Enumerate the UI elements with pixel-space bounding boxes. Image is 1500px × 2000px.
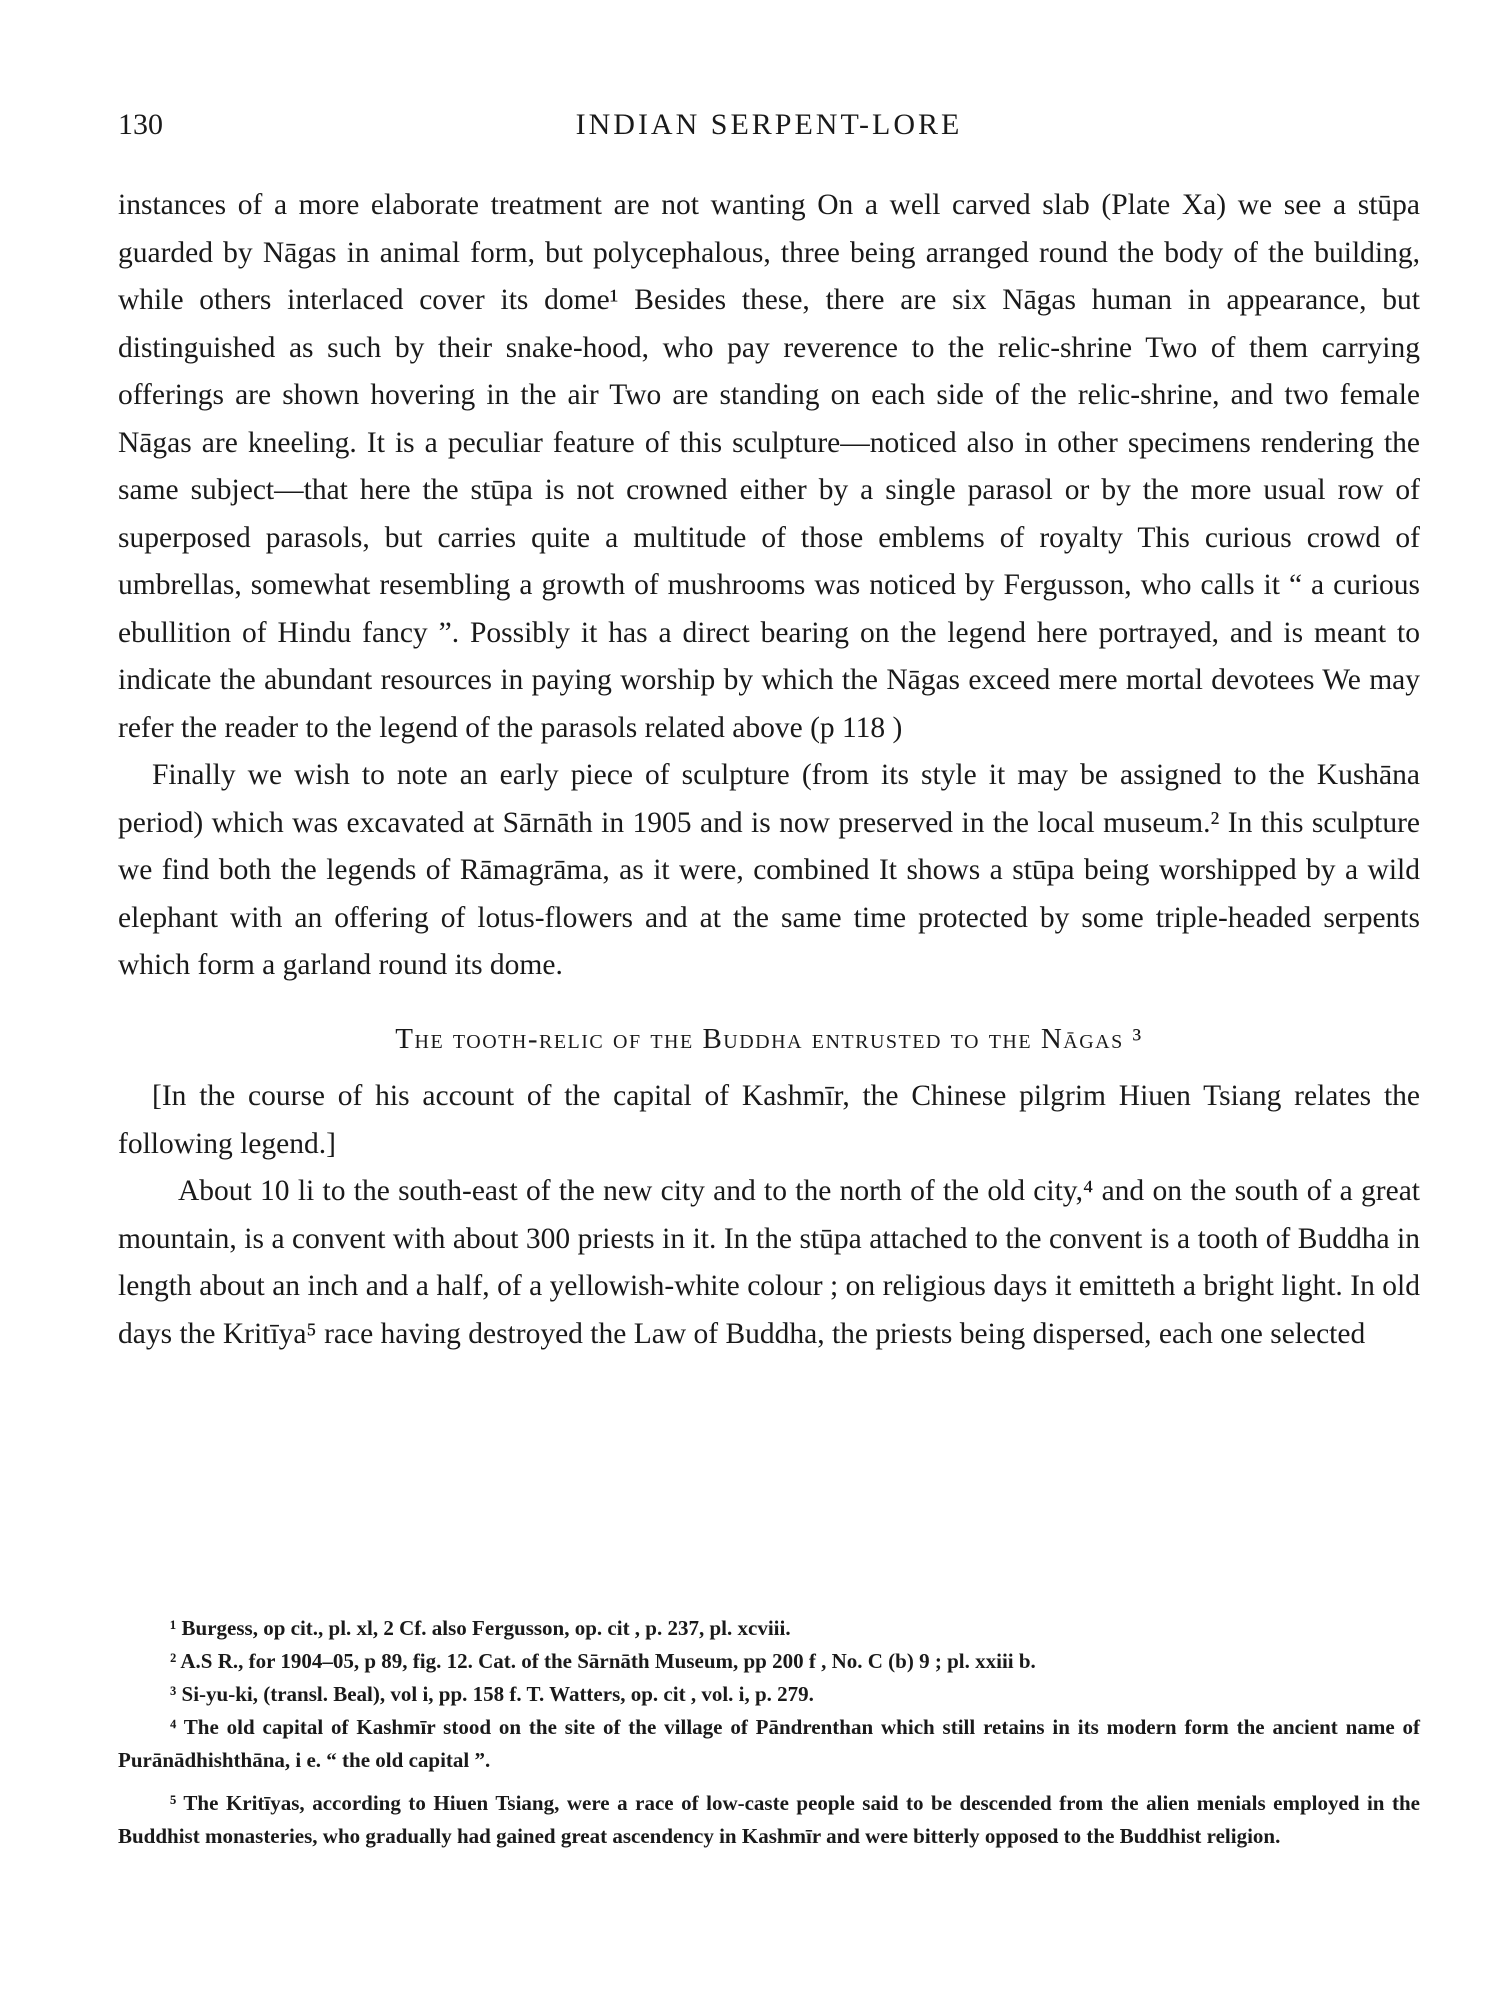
footnote: ¹ Burgess, op cit., pl. xl, 2 Cf. also Fergusson, op. cit , p. 237, pl. xcviii.: [170, 1616, 791, 1640]
footnote: ² A.S R., for 1904–05, p 89, fig. 12. Cat. of the Sārnāth Museum, pp 200 f , No. C (b) 9 ; pl. xxiii b.: [170, 1649, 1036, 1673]
page-header: [118, 108, 1420, 148]
body-text: [118, 182, 1420, 1358]
section-heading: The tooth-relic of the Buddha entrusted to the Nāgas ³: [395, 1022, 1143, 1055]
page-number: 130: [118, 108, 163, 141]
footnote: ⁵ The Kritīyas, according to Hiuen Tsiang, were a race of low-caste people said to be descended from the alien menials employed in the Buddhist monasteries, who gradually had gained great ascendency in Kashmīr and were bitterly opposed to the Buddhist religion.: [118, 1791, 1420, 1848]
paragraph: instances of a more elaborate treatment are not wanting On a well carved slab (Plate Xa) we see a stūpa guarded by Nāgas in animal form, but polycephalous, three being arranged round the body of the building, while others interlaced cover its dome¹ Besides these, there are six Nāgas human in appearance, but distinguished as such by their snake-hood, who pay reverence to the relic-shrine Two of them carrying offerings are shown hovering in the air Two are standing on each side of the relic-shrine, and two female Nāgas are kneeling. It is a peculiar feature of this sculpture—noticed also in other specimens rendering the same subject—that here the stūpa is not crowned either by a single parasol or by the more usual row of superposed parasols, but carries quite a multitude of those emblems of royalty This curious crowd of umbrellas, somewhat resembling a growth of mushrooms was noticed by Fergusson, who calls it “ a curious ebullition of Hindu fancy ”. Possibly it has a direct bearing on the legend here portrayed, and is meant to indicate the abundant resources in paying worship by which the Nāgas exceed mere mortal devotees We may refer the reader to the legend of the parasols related above (p 118 ): [118, 189, 1420, 744]
footnote: ³ Si-yu-ki, (transl. Beal), vol i, pp. 158 f. T. Watters, op. cit , vol. i, p. 279.: [170, 1682, 814, 1706]
paragraph: About 10 li to the south-east of the new city and to the north of the old city,⁴ and on the south of a great mountain, is a convent with about 300 priests in it. In the stūpa attached to the convent is a tooth of Buddha in length about an inch and a half, of a yellowish-white colour ; on religious days it emitteth a bright light. In old days the Kritīya⁵ race having destroyed the Law of Buddha, the priests being dispersed, each one selected: [118, 1175, 1420, 1350]
footnotes: [118, 1612, 1420, 1853]
running-title: INDIAN SERPENT-LORE: [575, 108, 963, 141]
paragraph: [In the course of his account of the capital of Kashmīr, the Chinese pilgrim Hiuen Tsiang relates the following legend.]: [118, 1080, 1420, 1160]
footnote: ⁴ The old capital of Kashmīr stood on the site of the village of Pāndrenthan which still retains in its modern form the ancient name of Purānādhishthāna, i e. “ the old capital ”.: [118, 1715, 1420, 1772]
paragraph: Finally we wish to note an early piece of sculpture (from its style it may be assigned to the Kushāna period) which was excavated at Sārnāth in 1905 and is now preserved in the local museum.² In this sculpture we find both the legends of Rāmagrāma, as it were, combined It shows a stūpa being worshipped by a wild elephant with an offering of lotus-flowers and at the same time protected by some triple-headed serpents which form a garland round its dome.: [118, 759, 1420, 981]
